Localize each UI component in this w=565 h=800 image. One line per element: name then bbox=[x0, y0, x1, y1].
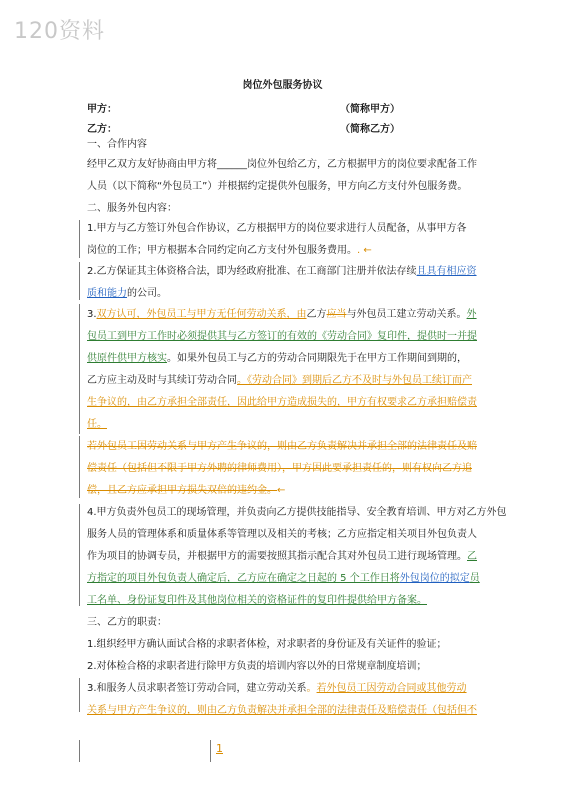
clause-3-insert-6: 生争议的，由乙方承担全部责任，因此给甲方造成损失的，甲方有权要求乙方承担赔偿责 bbox=[87, 397, 477, 408]
duty-3-insert: 若外包员工因劳动合同或其他劳动 bbox=[316, 683, 467, 694]
duty-3-text: 3.和服务人员求职者签订劳动合同，建立劳动关系 bbox=[87, 683, 307, 694]
clause-2-text: 2.乙方保证其主体资格合法，即为经政府批准、在工商部门注册并依法存续 bbox=[87, 266, 417, 277]
clause-3-line-3 bbox=[87, 352, 507, 366]
clause-2-line-1 bbox=[87, 265, 507, 279]
clause-3-line-4 bbox=[87, 374, 507, 388]
clause-4-line-1: 4.甲方负责外包员工的现场管理，并负责向乙方提供技能指导、安全教育培训、甲方对乙方外包 bbox=[87, 507, 507, 518]
change-bar bbox=[79, 262, 80, 300]
clause-3-text-4: 乙方应主动及时与其续订劳动合同 bbox=[87, 375, 237, 386]
clause-3-line-5 bbox=[87, 396, 507, 410]
clause-2-line-2 bbox=[87, 287, 507, 301]
clause-3-insert-1: 双方认可，外包员工与甲方无任何劳动关系，由 bbox=[96, 309, 307, 320]
section-1-heading: 一、合作内容 bbox=[87, 139, 147, 150]
deleted-line-2 bbox=[87, 462, 507, 476]
page-number: 1 bbox=[216, 742, 223, 755]
change-mark: ← bbox=[277, 485, 286, 496]
clause-2-insert: 且具有相应资 bbox=[416, 266, 477, 277]
change-bar bbox=[79, 436, 80, 498]
clause-3-insert-4: 供原件供甲方核实 bbox=[87, 353, 167, 364]
clause-3-text-2: 与外包员工建立劳动关系。 bbox=[346, 309, 467, 320]
change-mark: 。 bbox=[306, 683, 317, 694]
clause-4-line-2: 服务人员的管理体系和质量体系等管理以及相关的考核；乙方应指定相关项目外包负责人 bbox=[87, 529, 477, 540]
section-1-line-2: 人员（以下简称“外包员工”）并根据约定提供外包服务，甲方向乙方支付外包服务费。 bbox=[87, 181, 468, 192]
clause-1-line-1: 1.甲方与乙方签订外包合作协议，乙方根据甲方的岗位要求进行人员配备，从事甲方各 bbox=[87, 223, 467, 234]
duty-3-line-2 bbox=[87, 704, 507, 718]
deleted-line-1 bbox=[87, 440, 507, 454]
deleted-text-2: 偿责任（包括但不限于甲方外聘的律师费用），甲方因此要承担责任的，则有权向乙方追 bbox=[87, 463, 472, 474]
change-bar bbox=[79, 304, 80, 434]
clause-4-insert-1: 乙 bbox=[467, 551, 477, 562]
clause-3-insert-2: 外 bbox=[466, 309, 477, 320]
party-b-abbr: （简称乙方） bbox=[340, 124, 400, 135]
clause-3-insert-3: 包员工到甲方工作时必须提供其与乙方签订的有效的《劳动合同》复印件，提供时一并提 bbox=[87, 331, 477, 342]
section-1-line-1: 经甲乙双方友好协商由甲方将______岗位外包给乙方，乙方根据甲方的岗位要求配备工作 bbox=[87, 159, 477, 170]
clause-4-line-5 bbox=[87, 594, 507, 608]
change-bar bbox=[79, 740, 80, 762]
deleted-line-3 bbox=[87, 484, 507, 498]
party-a-label: 甲方： bbox=[87, 104, 117, 115]
deleted-text-1: 若外包员工因劳动关系与甲方产生争议的，则由乙方负责解决并承担全部的法律责任及赔 bbox=[87, 441, 477, 452]
section-3-heading: 三、乙方的职责： bbox=[87, 617, 167, 628]
clause-4-insert-4: 员 bbox=[469, 573, 480, 584]
clause-3-text-3: 。如果外包员工与乙方的劳动合同期限先于在甲方工作期间到期的， bbox=[167, 353, 467, 364]
document-title: 岗位外包服务协议 bbox=[242, 80, 323, 91]
section-2-heading: 二、服务外包内容： bbox=[87, 203, 177, 214]
duty-3-line-1 bbox=[87, 682, 507, 696]
clause-3-line-1 bbox=[87, 308, 507, 322]
change-bar bbox=[79, 504, 80, 606]
clause-4-insert-2: 方指定的项目外包负责人确定后，乙方应在确定之日起的 5 个工作日将 bbox=[87, 573, 400, 584]
clause-3-text-1: 乙方 bbox=[306, 309, 327, 320]
clause-3-insert-7: 任。 bbox=[87, 419, 107, 430]
clause-3-number: 3. bbox=[87, 309, 97, 320]
clause-4-text: 作为项目的协调专员，并根据甲方的需要按照其指示配合其对外包员工进行现场管理。 bbox=[87, 551, 467, 562]
clause-3-deletion: 应当 bbox=[326, 309, 347, 320]
duty-2: 2.对体检合格的求职者进行除甲方负责的培训内容以外的日常规章制度培训； bbox=[87, 661, 427, 672]
change-bar bbox=[79, 220, 80, 258]
clause-4-insert-5: 工名单、身份证复印件及其他岗位相关的资格证件的复印件提供给甲方备案。 bbox=[87, 595, 427, 606]
clause-1-line-2 bbox=[87, 244, 507, 258]
clause-3-insert-5: 。《劳动合同》到期后乙方不及时与外包员工续订而产 bbox=[237, 375, 472, 386]
deleted-text-3: 偿，且乙方应承担甲方损失双倍的违约金。 bbox=[87, 485, 277, 496]
clause-4-line-4 bbox=[87, 572, 507, 586]
change-bar bbox=[210, 740, 211, 762]
clause-3-line-6 bbox=[87, 418, 507, 432]
clause-2-text-end: 的公司。 bbox=[127, 288, 167, 299]
clause-4-insert-3: 外包岗位的拟定 bbox=[399, 573, 470, 584]
change-bar bbox=[79, 678, 80, 712]
duty-1: 1.组织经甲方确认面试合格的求职者体检，对求职者的身份证及有关证件的验证； bbox=[87, 639, 447, 650]
party-a-abbr: （简称甲方） bbox=[340, 104, 400, 115]
clause-1-text: 岗位的工作；甲方根据本合同约定向乙方支付外包服务费用。 bbox=[87, 245, 357, 256]
watermark: 120资料 bbox=[14, 19, 105, 44]
clause-3-line-2 bbox=[87, 330, 507, 344]
party-b-label: 乙方： bbox=[87, 124, 117, 135]
clause-4-line-3 bbox=[87, 550, 507, 564]
clause-2-insert-cont: 质和能力 bbox=[87, 288, 127, 299]
duty-3-insert-cont: 关系与甲方产生争议的，则由乙方负责解决并承担全部的法律责任及赔偿责任（包括但不 bbox=[87, 705, 477, 716]
change-mark: . ← bbox=[357, 245, 372, 256]
